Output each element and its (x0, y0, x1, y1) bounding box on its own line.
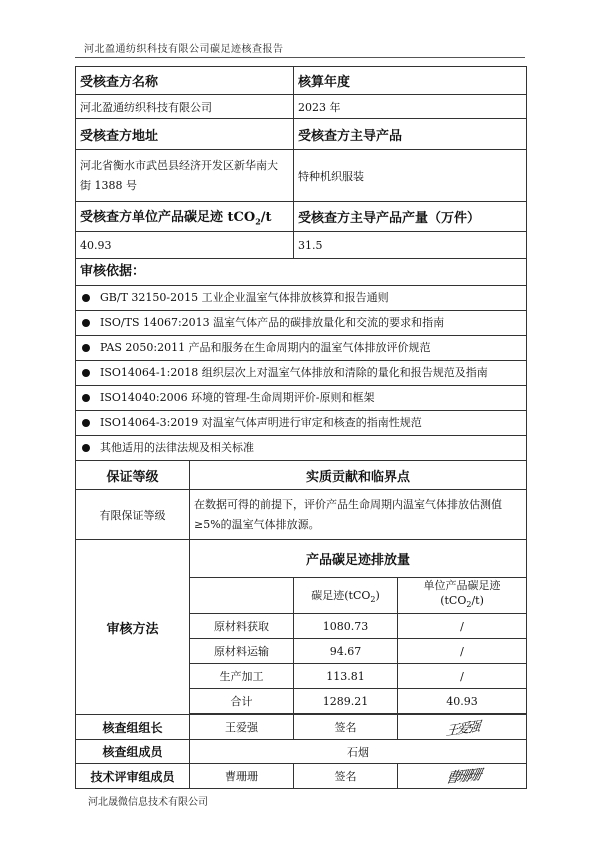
stage-cell: 原材料获取 (190, 614, 294, 639)
materiality-label: 实质贡献和临界点 (190, 461, 527, 490)
assurance-level-value: 有限保证等级 (76, 490, 190, 540)
assurance-level-label: 保证等级 (76, 461, 190, 490)
cf-cell: 1080.73 (294, 614, 398, 639)
basis-item: GB/T 32150-2015 工业企业温室气体排放核算和报告通则 (76, 286, 526, 311)
basis-section (76, 259, 527, 461)
basis-item: 其他适用的法律法规及相关标准 (76, 436, 526, 460)
member-name: 石烟 (190, 740, 527, 764)
page-header: 河北盈通纺织科技有限公司碳足迹核查报告 (84, 44, 284, 55)
unit-cf-cell: / (398, 639, 527, 664)
header-divider (75, 57, 525, 58)
leader-signature: 王爱强 (398, 715, 527, 740)
page-footer: 河北晟微信息技术有限公司 (88, 797, 208, 808)
basis-item: ISO14064-1:2018 组织层次上对温室气体排放和清除的量化和报告规范及指南 (76, 361, 526, 386)
address-label: 受核查方地址 (76, 119, 294, 150)
bullet-icon (82, 319, 90, 327)
output-label: 受核查方主导产品产量（万件） (294, 202, 527, 232)
cf-cell: 1289.21 (294, 689, 398, 714)
bullet-icon (82, 344, 90, 352)
year-value: 2023 年 (294, 95, 527, 119)
stage-cell: 原材料运输 (190, 639, 294, 664)
product-label: 受核查方主导产品 (294, 119, 527, 150)
stage-cell: 生产加工 (190, 664, 294, 689)
cf-cell: 113.81 (294, 664, 398, 689)
leader-label: 核查组组长 (76, 715, 190, 740)
unit-cf-column-header: 单位产品碳足迹 (tCO$_2$/t) (398, 578, 527, 614)
basis-item: ISO14040:2006 环境的管理-生命周期评价-原则和框架 (76, 386, 526, 411)
cf-cell: 94.67 (294, 639, 398, 664)
unit-cf-cell: / (398, 664, 527, 689)
unit-cf-label: 受核查方单位产品碳足迹 tCO$_2$/t (76, 202, 294, 232)
review-label: 技术评审组成员 (76, 764, 190, 789)
basis-item: ISO14064-3:2019 对温室气体声明进行审定和核查的指南性规范 (76, 411, 526, 436)
bullet-icon (82, 369, 90, 377)
company-label: 受核查方名称 (76, 67, 294, 95)
emission-header: 产品碳足迹排放量 (190, 540, 527, 578)
cf-column-header: 碳足迹(tCO$_2$) (294, 578, 398, 614)
materiality-value: 在数据可得的前提下，评价产品生命周期内温室气体排放估测值≥5%的温室气体排放源。 (190, 490, 527, 540)
bullet-icon (82, 444, 90, 452)
basis-title: 审核依据： (76, 259, 526, 286)
company-value: 河北盈通纺织科技有限公司 (76, 95, 294, 119)
stage-header-empty (190, 578, 294, 614)
report-table (75, 66, 526, 789)
output-value: 31.5 (294, 232, 527, 259)
unit-cf-cell: 40.93 (398, 689, 527, 714)
review-name: 曹珊珊 (190, 764, 294, 789)
bullet-icon (82, 419, 90, 427)
review-sign-label: 签名 (294, 764, 398, 789)
bullet-icon (82, 294, 90, 302)
basis-item: PAS 2050:2011 产品和服务在生命周期内的温室气体排放评价规范 (76, 336, 526, 361)
leader-name: 王爱强 (190, 715, 294, 740)
leader-sign-label: 签名 (294, 715, 398, 740)
unit-cf-cell: / (398, 614, 527, 639)
basis-item: ISO/TS 14067:2013 温室气体产品的碳排放量化和交流的要求和指南 (76, 311, 526, 336)
address-value: 河北省衡水市武邑县经济开发区新华南大街 1388 号 (76, 150, 294, 202)
stage-cell: 合计 (190, 689, 294, 714)
bullet-icon (82, 394, 90, 402)
review-signature: 曹珊珊 (398, 764, 527, 789)
product-value: 特种机织服装 (294, 150, 527, 202)
unit-cf-value: 40.93 (76, 232, 294, 259)
method-label: 审核方法 (76, 540, 190, 715)
member-label: 核查组成员 (76, 740, 190, 764)
year-label: 核算年度 (294, 67, 527, 95)
